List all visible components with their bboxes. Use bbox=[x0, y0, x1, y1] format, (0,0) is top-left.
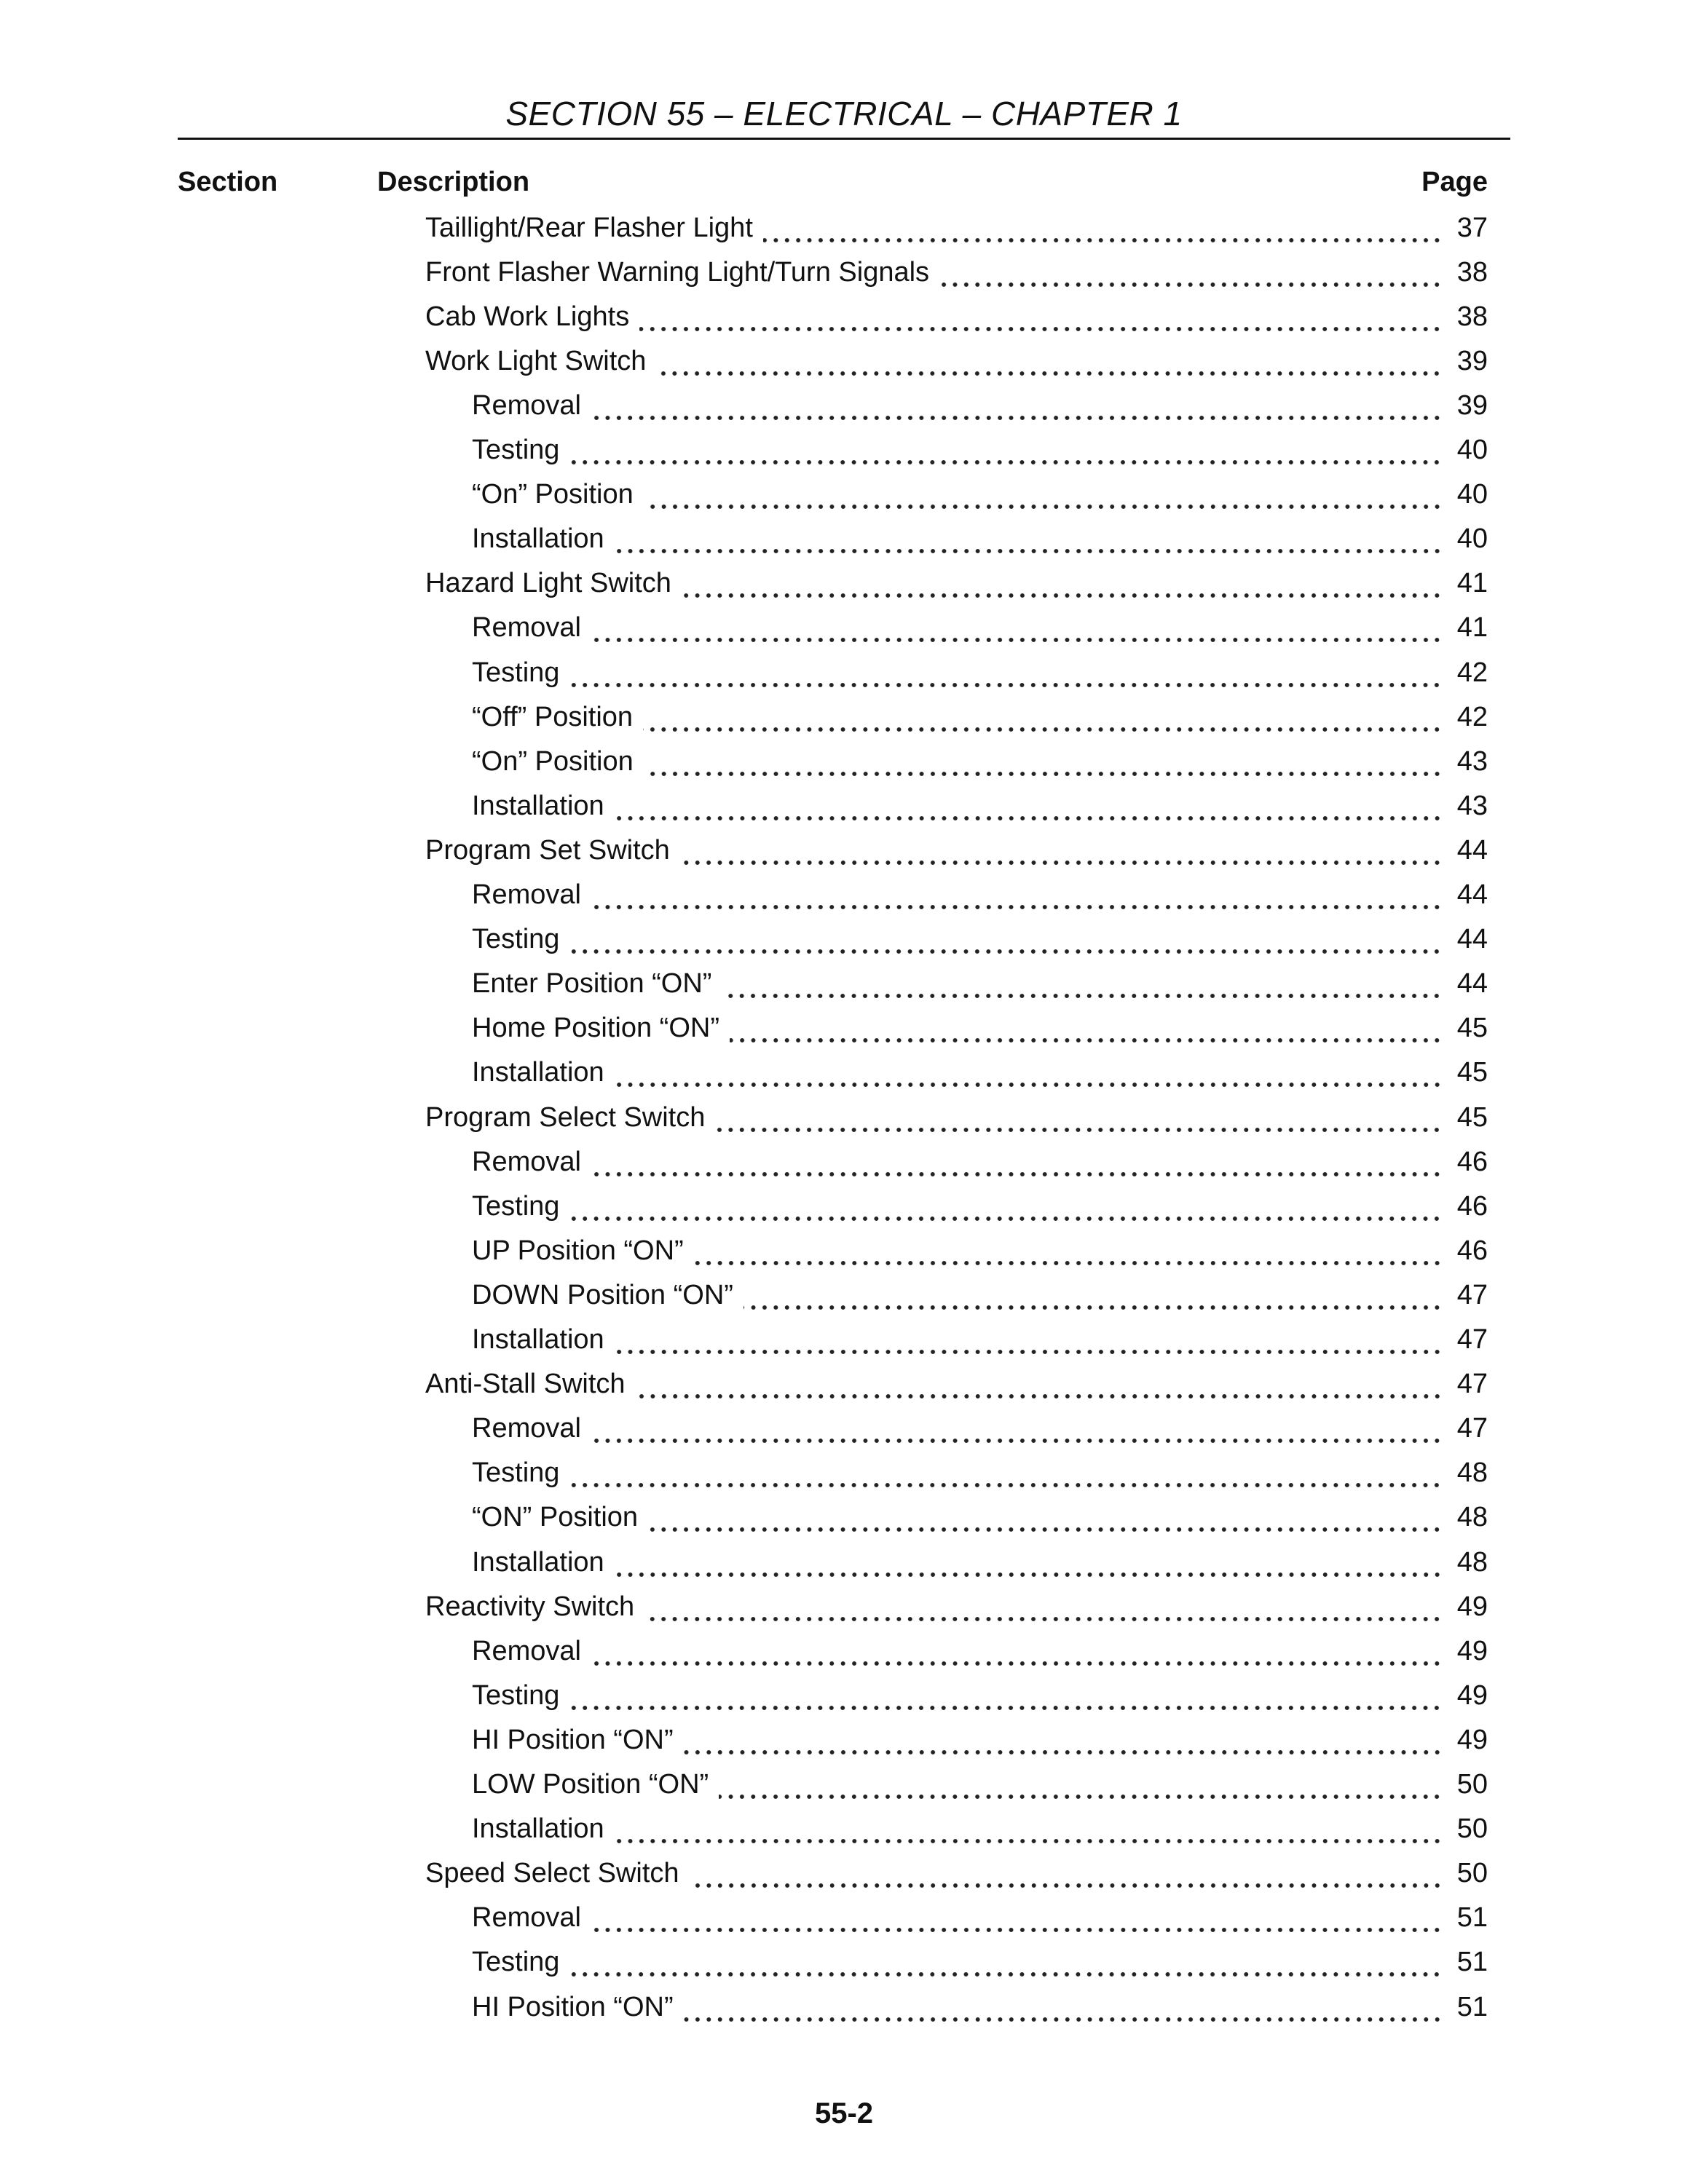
dot-leader bbox=[715, 1100, 1443, 1135]
toc-entry bbox=[472, 472, 1488, 517]
toc-entry bbox=[472, 1406, 1488, 1451]
toc-entry bbox=[472, 1184, 1488, 1228]
dot-leader bbox=[615, 1055, 1443, 1090]
toc-entry-page: 38 bbox=[1456, 256, 1488, 288]
dot-leader bbox=[569, 655, 1443, 690]
dot-leader bbox=[680, 833, 1443, 868]
toc-entry-page: 51 bbox=[1456, 1991, 1488, 2022]
page-title: SECTION 55 – ELECTRICAL – CHAPTER 1 bbox=[505, 95, 1183, 132]
toc-entry bbox=[472, 1495, 1488, 1540]
toc-entry bbox=[425, 828, 1488, 872]
toc-entry-page: 45 bbox=[1456, 1101, 1488, 1133]
dot-leader bbox=[615, 521, 1443, 556]
toc-entry-page: 45 bbox=[1456, 1057, 1488, 1088]
toc-entry-label: Removal bbox=[472, 879, 581, 910]
toc-entry bbox=[472, 517, 1488, 561]
toc-entry-label: Program Select Switch bbox=[425, 1101, 706, 1133]
dot-leader bbox=[719, 1767, 1443, 1802]
toc-entry-page: 37 bbox=[1456, 212, 1488, 243]
toc-entry-label: “ON” Position bbox=[472, 1502, 639, 1533]
toc-entry bbox=[472, 1985, 1488, 2029]
toc-entry-page: 49 bbox=[1456, 1635, 1488, 1666]
toc-entry-page: 50 bbox=[1456, 1858, 1488, 1889]
toc-entry-label: Home Position “ON” bbox=[472, 1013, 719, 1044]
toc-entry-page: 42 bbox=[1456, 701, 1488, 732]
dot-leader bbox=[615, 1545, 1443, 1580]
dot-leader bbox=[684, 1990, 1443, 2025]
toc-entry-label: Testing bbox=[472, 1679, 560, 1711]
toc-entry bbox=[425, 250, 1488, 294]
dot-leader bbox=[682, 566, 1443, 601]
toc-entry-page: 48 bbox=[1456, 1546, 1488, 1578]
toc-entry-page: 39 bbox=[1456, 345, 1488, 376]
toc-entry-label: “On” Position bbox=[472, 479, 634, 510]
toc-entry bbox=[472, 428, 1488, 472]
toc-entry-label: Testing bbox=[472, 1190, 560, 1222]
dot-leader bbox=[569, 1678, 1443, 1713]
toc-entry-page: 40 bbox=[1456, 523, 1488, 555]
toc-entry-label: Installation bbox=[472, 790, 604, 821]
toc-entry-label: Speed Select Switch bbox=[425, 1858, 679, 1889]
toc-entry-page: 41 bbox=[1456, 568, 1488, 599]
toc-entry-label: Front Flasher Warning Light/Turn Signals bbox=[425, 256, 930, 288]
toc-entry-page: 50 bbox=[1456, 1769, 1488, 1800]
toc-entry-label: Installation bbox=[472, 523, 604, 555]
toc-entry-page: 43 bbox=[1456, 790, 1488, 821]
toc-entry-page: 46 bbox=[1456, 1146, 1488, 1177]
toc-entry-label: Hazard Light Switch bbox=[425, 568, 671, 599]
dot-leader bbox=[591, 1144, 1443, 1179]
toc-entry-label: Testing bbox=[472, 657, 560, 688]
toc-entry bbox=[425, 1851, 1488, 1896]
toc-entry bbox=[472, 1273, 1488, 1317]
toc-entry-page: 47 bbox=[1456, 1324, 1488, 1355]
toc-entry-label: Work Light Switch bbox=[425, 345, 647, 376]
toc-entry-page: 38 bbox=[1456, 301, 1488, 332]
dot-leader bbox=[694, 1233, 1443, 1268]
toc-entry-label: Removal bbox=[472, 612, 581, 644]
toc-entry bbox=[472, 1940, 1488, 1985]
toc-entry bbox=[472, 383, 1488, 427]
toc-entry bbox=[472, 739, 1488, 783]
dot-leader bbox=[644, 1589, 1443, 1624]
toc-entry-label: Testing bbox=[472, 924, 560, 955]
toc-entry bbox=[472, 1629, 1488, 1673]
toc-entry bbox=[472, 1673, 1488, 1717]
toc-entry-label: Installation bbox=[472, 1324, 604, 1355]
dot-leader bbox=[569, 1455, 1443, 1490]
toc-entry-page: 40 bbox=[1456, 435, 1488, 465]
toc-entry-label: Testing bbox=[472, 1457, 560, 1489]
toc-entry-page: 41 bbox=[1456, 612, 1488, 644]
toc-entry-page: 46 bbox=[1456, 1235, 1488, 1266]
toc-entry-page: 47 bbox=[1456, 1279, 1488, 1310]
toc-entry bbox=[472, 1540, 1488, 1584]
toc-entry bbox=[472, 962, 1488, 1006]
column-header-section: Section bbox=[178, 167, 278, 197]
dot-leader bbox=[656, 344, 1443, 379]
dot-leader bbox=[939, 255, 1443, 290]
dot-leader bbox=[684, 1722, 1443, 1757]
toc-entry-page: 48 bbox=[1456, 1457, 1488, 1489]
dot-leader bbox=[615, 1811, 1443, 1846]
toc-entry-label: Taillight/Rear Flasher Light bbox=[425, 212, 753, 243]
toc-entry-label: Removal bbox=[472, 389, 581, 421]
dot-leader bbox=[643, 700, 1443, 735]
toc-entry-label: HI Position “ON” bbox=[472, 1991, 674, 2022]
toc-entry-page: 42 bbox=[1456, 657, 1488, 688]
toc-entry-page: 44 bbox=[1456, 924, 1488, 955]
toc-entry-label: Removal bbox=[472, 1635, 581, 1666]
toc-entry-label: Installation bbox=[472, 1546, 604, 1578]
toc-entry bbox=[425, 1362, 1488, 1406]
toc-entry-label: Testing bbox=[472, 1947, 560, 1978]
toc-entry bbox=[472, 1318, 1488, 1362]
dot-leader bbox=[615, 788, 1443, 823]
toc-entry-label: HI Position “ON” bbox=[472, 1724, 674, 1755]
dot-leader bbox=[591, 388, 1443, 423]
toc-entry bbox=[472, 917, 1488, 962]
dot-leader bbox=[644, 744, 1443, 779]
toc-entry bbox=[425, 205, 1488, 250]
toc-entry-page: 48 bbox=[1456, 1502, 1488, 1533]
toc-entry-label: UP Position “ON” bbox=[472, 1235, 684, 1266]
header-rule bbox=[178, 138, 1510, 140]
dot-leader bbox=[763, 210, 1443, 245]
dot-leader bbox=[636, 1366, 1443, 1401]
toc-entry-page: 51 bbox=[1456, 1947, 1488, 1978]
toc-entry bbox=[472, 783, 1488, 828]
dot-leader bbox=[644, 477, 1443, 512]
toc-entry bbox=[472, 1228, 1488, 1273]
toc-entry-label: Anti-Stall Switch bbox=[425, 1369, 626, 1400]
dot-leader bbox=[591, 1634, 1443, 1669]
toc-entry-label: Cab Work Lights bbox=[425, 301, 630, 332]
toc-entry bbox=[472, 606, 1488, 650]
toc-entry-label: Removal bbox=[472, 1413, 581, 1444]
toc-entry-label: Installation bbox=[472, 1057, 604, 1088]
toc-entry-page: 44 bbox=[1456, 879, 1488, 910]
toc-entry-page: 47 bbox=[1456, 1413, 1488, 1444]
toc-entry-label: DOWN Position “ON” bbox=[472, 1279, 733, 1310]
toc-entry bbox=[472, 1006, 1488, 1051]
dot-leader bbox=[569, 432, 1443, 467]
dot-leader bbox=[648, 1500, 1443, 1535]
toc-entry-page: 49 bbox=[1456, 1724, 1488, 1755]
toc-entry bbox=[472, 873, 1488, 917]
column-header-page: Page bbox=[1421, 167, 1488, 197]
toc-entry-page: 39 bbox=[1456, 389, 1488, 421]
dot-leader bbox=[639, 299, 1443, 334]
toc-entry-label: Reactivity Switch bbox=[425, 1591, 635, 1622]
toc-entry bbox=[425, 1095, 1488, 1139]
toc-entry-label: Testing bbox=[472, 435, 560, 465]
toc-entry-label: Installation bbox=[472, 1813, 604, 1845]
toc-entry bbox=[472, 650, 1488, 695]
toc-entry bbox=[425, 339, 1488, 383]
dot-leader bbox=[690, 1856, 1443, 1891]
toc-entry-label: Program Set Switch bbox=[425, 834, 670, 866]
page-number: 55-2 bbox=[814, 2097, 874, 2129]
toc-entry-page: 46 bbox=[1456, 1190, 1488, 1222]
toc-entry-page: 40 bbox=[1456, 479, 1488, 510]
toc-entry-label: “Off” Position bbox=[472, 701, 634, 732]
toc-entry-page: 49 bbox=[1456, 1591, 1488, 1622]
toc-entry-label: Enter Position “ON” bbox=[472, 968, 712, 1000]
dot-leader bbox=[730, 1010, 1443, 1045]
toc-entry bbox=[472, 1807, 1488, 1851]
toc-entry-label: Removal bbox=[472, 1146, 581, 1177]
toc-entry bbox=[425, 294, 1488, 339]
column-header-description: Description bbox=[377, 167, 530, 197]
dot-leader bbox=[569, 1944, 1443, 1979]
toc-entry-page: 50 bbox=[1456, 1813, 1488, 1845]
toc-entry bbox=[472, 1451, 1488, 1495]
toc-entry bbox=[425, 561, 1488, 606]
dot-leader bbox=[569, 1189, 1443, 1224]
toc-entry-page: 43 bbox=[1456, 745, 1488, 777]
dot-leader bbox=[744, 1278, 1443, 1313]
dot-leader bbox=[591, 1411, 1443, 1446]
toc-entry bbox=[472, 1896, 1488, 1940]
toc-entry bbox=[472, 1717, 1488, 1762]
toc-entry-page: 44 bbox=[1456, 834, 1488, 866]
dot-leader bbox=[569, 922, 1443, 957]
toc-entry bbox=[472, 695, 1488, 739]
toc-entry bbox=[472, 1051, 1488, 1095]
dot-leader bbox=[591, 1900, 1443, 1935]
toc-entry-label: LOW Position “ON” bbox=[472, 1769, 709, 1800]
toc-entry-page: 44 bbox=[1456, 968, 1488, 1000]
toc-entry bbox=[425, 1584, 1488, 1629]
dot-leader bbox=[591, 877, 1443, 912]
toc-entry-page: 45 bbox=[1456, 1013, 1488, 1044]
toc-entry bbox=[472, 1762, 1488, 1807]
toc-entry-page: 51 bbox=[1456, 1902, 1488, 1934]
dot-leader bbox=[722, 966, 1443, 1001]
toc-entry bbox=[472, 1139, 1488, 1184]
dot-leader bbox=[591, 610, 1443, 645]
toc-entry-page: 49 bbox=[1456, 1679, 1488, 1711]
toc-entry-page: 47 bbox=[1456, 1369, 1488, 1400]
toc-entry-label: “On” Position bbox=[472, 745, 634, 777]
toc-entry-label: Removal bbox=[472, 1902, 581, 1934]
dot-leader bbox=[615, 1322, 1443, 1357]
